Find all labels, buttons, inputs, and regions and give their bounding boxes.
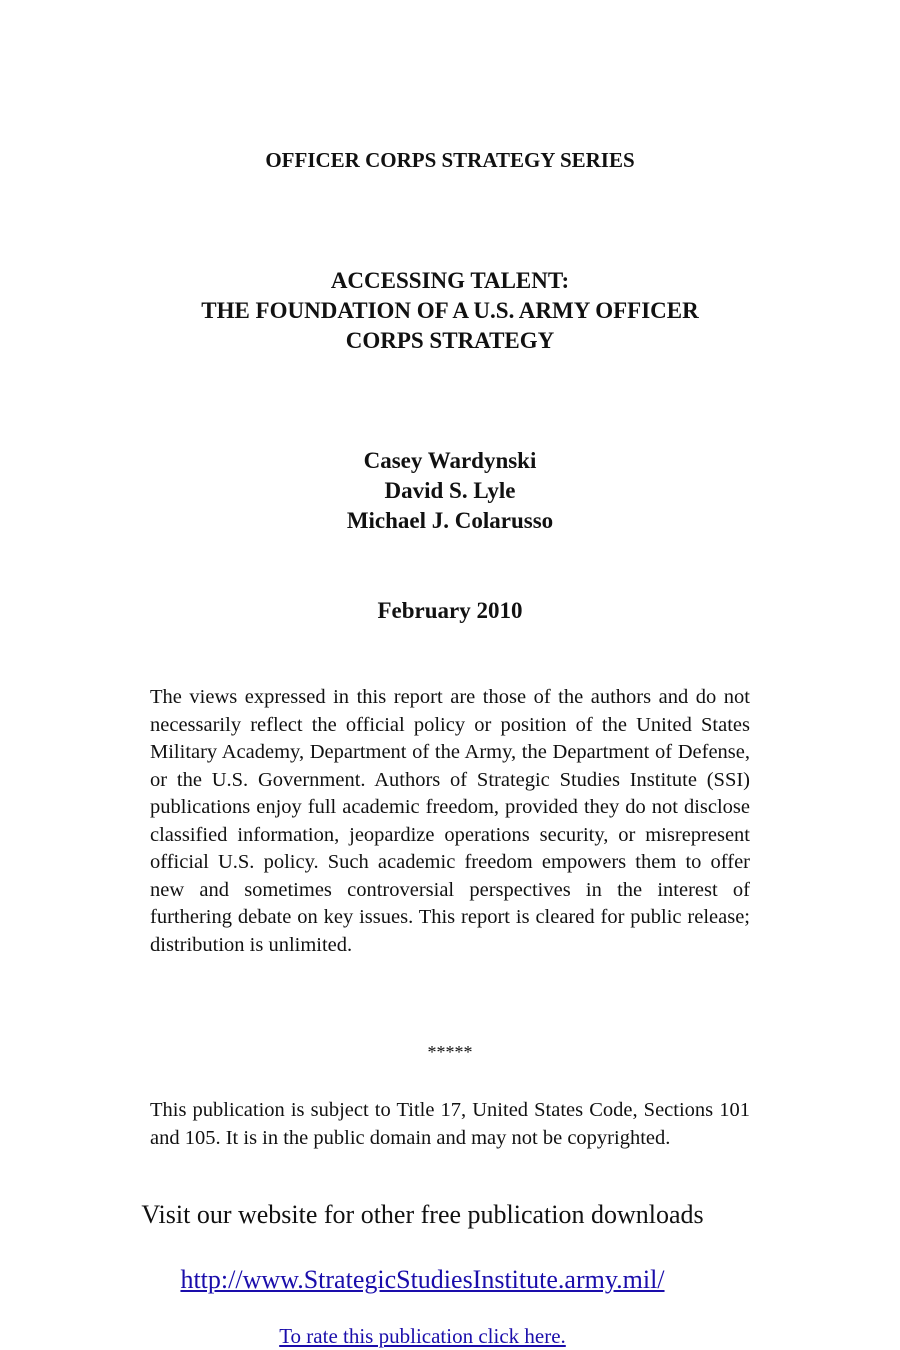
author-list <box>0 446 900 536</box>
copyright-paragraph: This publication is subject to Title 17, United States Code, Sections 101 and 105. It is in the public domain and may not be copyrighted. <box>150 1099 750 1149</box>
report-title-line-3: CORPS STRATEGY <box>345 328 555 353</box>
website-link[interactable]: http://www.StrategicStudiesInstitute.army.mil/ <box>180 1265 665 1294</box>
series-title: OFFICER CORPS STRATEGY SERIES <box>265 148 635 172</box>
author-name: Michael J. Colarusso <box>346 508 554 533</box>
disclaimer-paragraph: The views expressed in this report are those of the authors and do not necessarily reflect the official policy or position of the United States Military Academy, Department of the Army, the Department of Defense, or the U.S. Government. Authors of Strategic Studies Institute (SSI) publications enjoy full academic freedom, provided they do not disclose classified information, jeopardize operations security, or misrepresent official U.S. policy. Such academic freedom empowers them to offer new and sometimes controversial perspectives in the interest of furthering debate on key issues. This report is cleared for public release; distribution is unlimited. <box>150 686 750 956</box>
rate-publication-link[interactable]: To rate this publication click here. <box>279 1324 566 1348</box>
author-name: David S. Lyle <box>384 478 516 503</box>
visit-website-text: Visit our website for other free publication downloads <box>141 1200 704 1229</box>
rate-link-container <box>0 1322 845 1350</box>
report-title <box>0 266 900 356</box>
publication-date: February 2010 <box>377 598 523 623</box>
report-title-line-1: ACCESSING TALENT: <box>330 268 570 293</box>
website-link-container <box>0 1263 845 1297</box>
report-title-line-2: THE FOUNDATION OF A U.S. ARMY OFFICER <box>201 298 699 323</box>
section-separator: ***** <box>427 1042 473 1062</box>
author-name: Casey Wardynski <box>363 448 537 473</box>
